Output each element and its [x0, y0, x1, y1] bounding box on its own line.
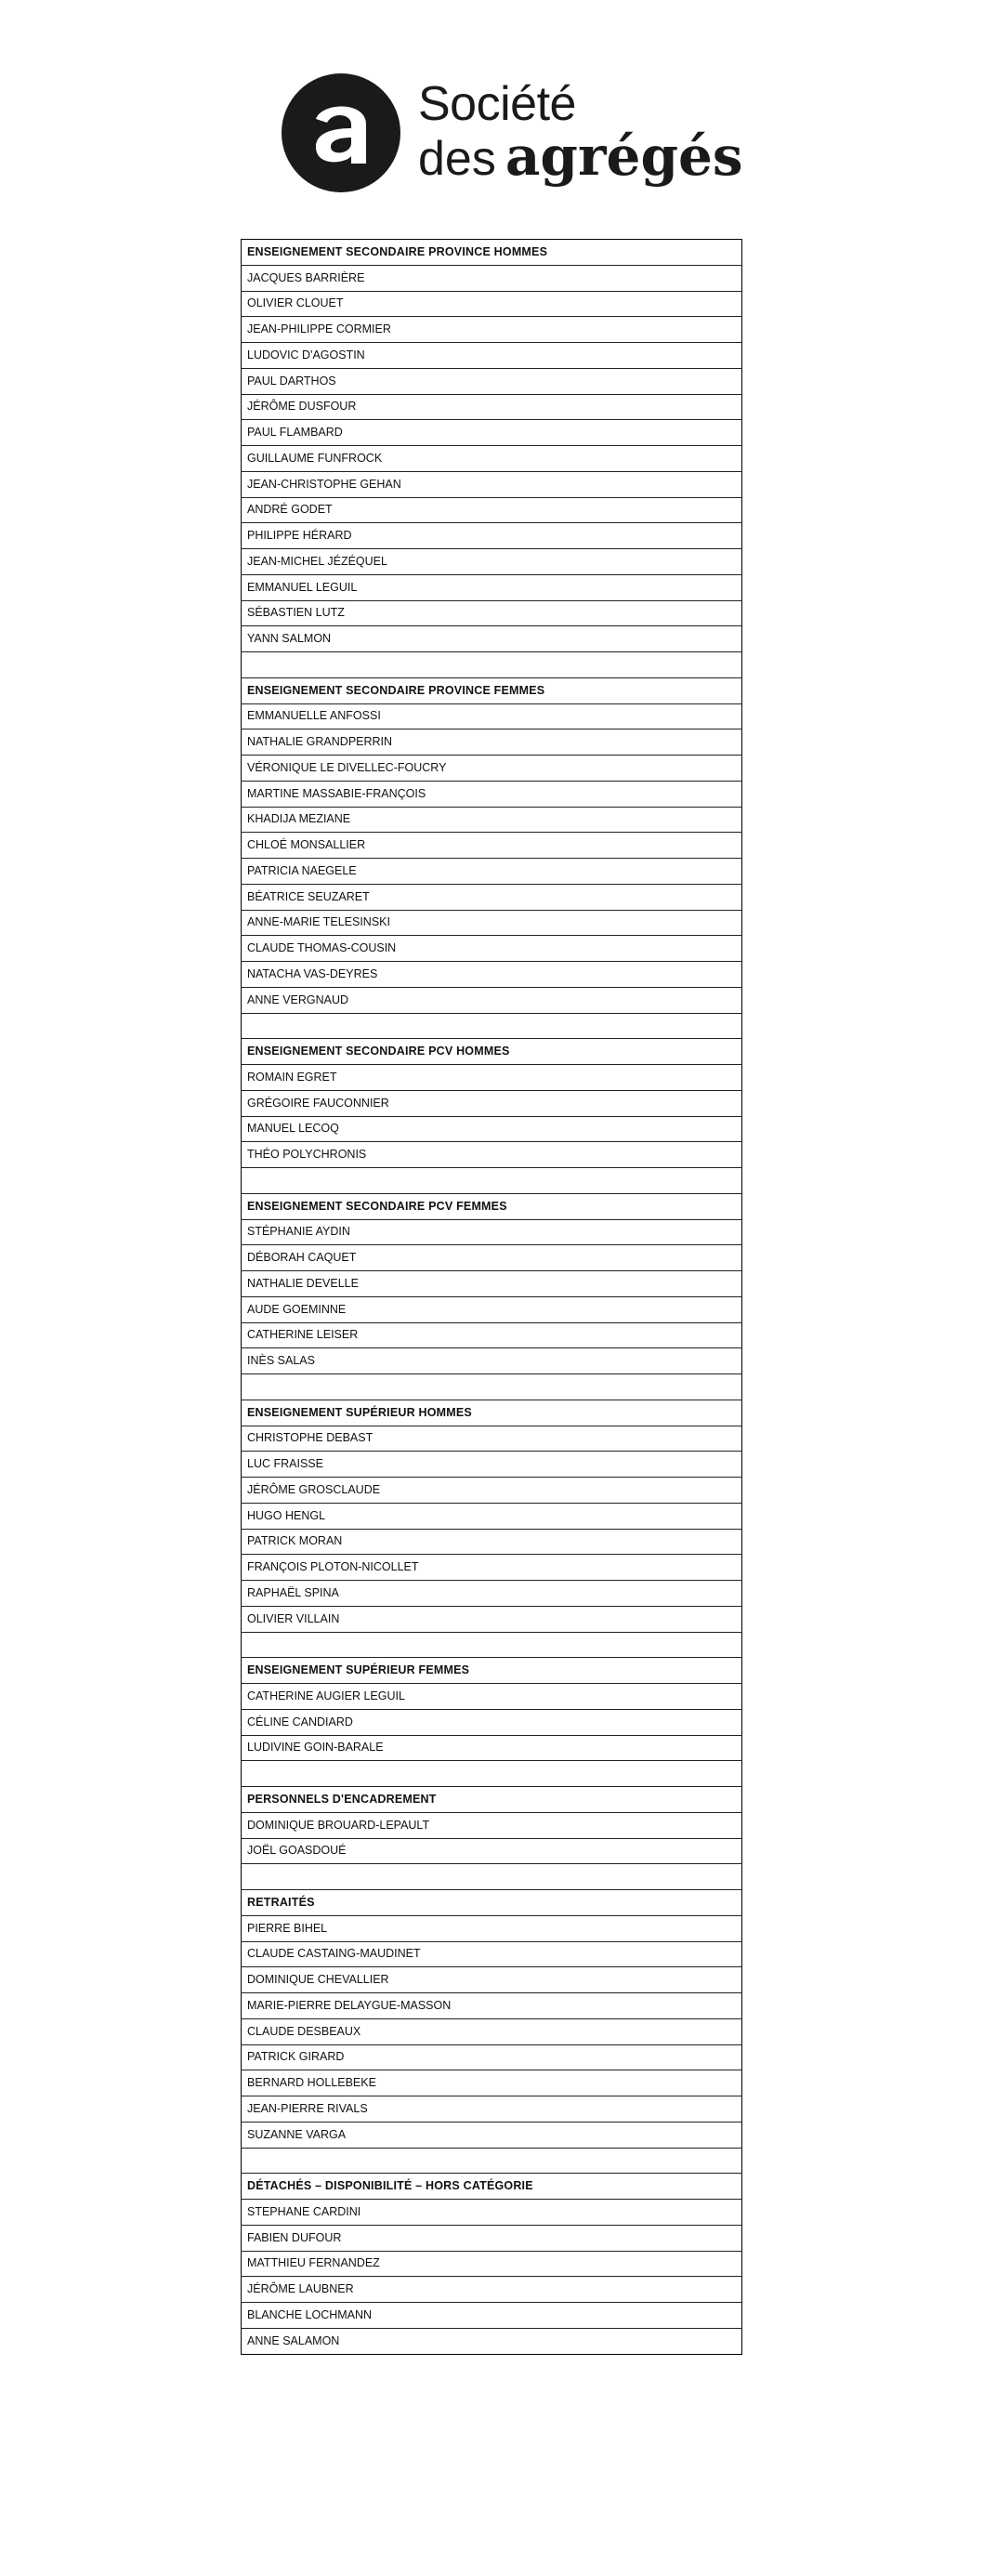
table-row [242, 2070, 742, 2096]
spacer-row [242, 1632, 742, 1658]
table-row [242, 317, 742, 343]
candidate-name: SUZANNE VARGA [242, 2122, 742, 2148]
table-row [242, 703, 742, 729]
table-row [242, 884, 742, 910]
candidate-name: CÉLINE CANDIARD [242, 1709, 742, 1735]
table-row [242, 2225, 742, 2251]
table-row [242, 987, 742, 1013]
candidate-name: EMMANUEL LEGUIL [242, 574, 742, 600]
section-heading: ENSEIGNEMENT SECONDAIRE PROVINCE HOMMES [242, 240, 742, 266]
table-row [242, 910, 742, 936]
section-heading: ENSEIGNEMENT SUPÉRIEUR HOMMES [242, 1400, 742, 1426]
table-row [242, 1090, 742, 1116]
table-row [242, 600, 742, 626]
candidate-name: MARIE-PIERRE DELAYGUE-MASSON [242, 1993, 742, 2019]
table-row [242, 1967, 742, 1993]
spacer-row [242, 2148, 742, 2174]
table-row [242, 1812, 742, 1838]
table-row [242, 2122, 742, 2148]
spacer-cell [242, 1864, 742, 1890]
table-row [242, 2018, 742, 2044]
table-row [242, 1709, 742, 1735]
section-heading: ENSEIGNEMENT SECONDAIRE PCV HOMMES [242, 1039, 742, 1065]
section-heading-row [242, 1890, 742, 1916]
table-row [242, 1993, 742, 2019]
section-heading-row [242, 2174, 742, 2200]
section-heading: DÉTACHÉS – DISPONIBILITÉ – HORS CATÉGORIE [242, 2174, 742, 2200]
candidate-name: CLAUDE CASTAING-MAUDINET [242, 1941, 742, 1967]
candidate-name: EMMANUELLE ANFOSSI [242, 703, 742, 729]
logo-mark-icon [279, 71, 403, 195]
candidate-name: CATHERINE AUGIER LEGUIL [242, 1684, 742, 1710]
table-row [242, 626, 742, 652]
logo-agreges: agrégés [505, 125, 743, 188]
section-heading-row [242, 240, 742, 266]
spacer-row [242, 1168, 742, 1194]
candidate-name: KHADIJA MEZIANE [242, 807, 742, 833]
candidate-name: STEPHANE CARDINI [242, 2200, 742, 2226]
candidate-name: THÉO POLYCHRONIS [242, 1142, 742, 1168]
logo-des: des [418, 132, 496, 186]
candidate-name: ANNE-MARIE TELESINSKI [242, 910, 742, 936]
table-row [242, 1555, 742, 1581]
table-row [242, 265, 742, 291]
table-row [242, 471, 742, 497]
spacer-row [242, 1013, 742, 1039]
table-row [242, 1296, 742, 1322]
table-row [242, 368, 742, 394]
table-row [242, 1915, 742, 1941]
section-heading: ENSEIGNEMENT SECONDAIRE PROVINCE FEMMES [242, 677, 742, 703]
table-row [242, 781, 742, 807]
candidate-name: PATRICIA NAEGELE [242, 859, 742, 885]
spacer-cell [242, 1761, 742, 1787]
candidate-name: JOËL GOASDOUÉ [242, 1838, 742, 1864]
section-heading: ENSEIGNEMENT SECONDAIRE PCV FEMMES [242, 1193, 742, 1219]
candidate-name: OLIVIER CLOUET [242, 291, 742, 317]
table-row [242, 1348, 742, 1374]
table-row [242, 2277, 742, 2303]
candidate-name: PATRICK MORAN [242, 1529, 742, 1555]
candidate-name: ANDRÉ GODET [242, 497, 742, 523]
candidate-name: HUGO HENGL [242, 1503, 742, 1529]
spacer-row [242, 1374, 742, 1400]
candidate-name: NATHALIE DEVELLE [242, 1271, 742, 1297]
table-row [242, 1116, 742, 1142]
table-row [242, 1503, 742, 1529]
spacer-row [242, 652, 742, 678]
candidate-name: MARTINE MASSABIE-FRANÇOIS [242, 781, 742, 807]
table-row [242, 807, 742, 833]
candidate-name: NATHALIE GRANDPERRIN [242, 729, 742, 756]
logo-line-2 [418, 126, 743, 189]
candidate-name: PIERRE BIHEL [242, 1915, 742, 1941]
table-row [242, 756, 742, 782]
section-heading-row [242, 1787, 742, 1813]
table-row [242, 1581, 742, 1607]
candidate-name: STÉPHANIE AYDIN [242, 1219, 742, 1245]
table-row [242, 1065, 742, 1091]
table-row [242, 2044, 742, 2070]
table-row [242, 291, 742, 317]
candidate-name: MANUEL LECOQ [242, 1116, 742, 1142]
candidate-name: JEAN-PIERRE RIVALS [242, 2096, 742, 2123]
section-heading: RETRAITÉS [242, 1890, 742, 1916]
table-row [242, 833, 742, 859]
table-row [242, 574, 742, 600]
section-heading-row [242, 1193, 742, 1219]
logo-line-1: Société [418, 77, 576, 131]
spacer-cell [242, 1013, 742, 1039]
candidate-name: OLIVIER VILLAIN [242, 1606, 742, 1632]
table-row [242, 549, 742, 575]
candidate-name: JEAN-CHRISTOPHE GEHAN [242, 471, 742, 497]
candidate-name: JÉRÔME GROSCLAUDE [242, 1478, 742, 1504]
table-row [242, 343, 742, 369]
table-row [242, 1271, 742, 1297]
candidate-name: CLAUDE THOMAS-COUSIN [242, 936, 742, 962]
table-row [242, 1606, 742, 1632]
candidate-name: MATTHIEU FERNANDEZ [242, 2251, 742, 2277]
table-row [242, 859, 742, 885]
candidate-name: CHLOÉ MONSALLIER [242, 833, 742, 859]
candidate-name: CLAUDE DESBEAUX [242, 2018, 742, 2044]
candidate-name: CATHERINE LEISER [242, 1322, 742, 1348]
candidate-name: CHRISTOPHE DEBAST [242, 1426, 742, 1452]
candidate-name: BÉATRICE SEUZARET [242, 884, 742, 910]
table-row [242, 446, 742, 472]
table-row [242, 1735, 742, 1761]
section-heading-row [242, 1400, 742, 1426]
candidate-name: PAUL DARTHOS [242, 368, 742, 394]
table-row [242, 2303, 742, 2329]
table-row [242, 1838, 742, 1864]
table-row [242, 962, 742, 988]
candidate-name: JACQUES BARRIÈRE [242, 265, 742, 291]
candidate-name: INÈS SALAS [242, 1348, 742, 1374]
societe-des-agreges-logo [279, 71, 743, 195]
candidate-name: JÉRÔME DUSFOUR [242, 394, 742, 420]
section-heading-row [242, 677, 742, 703]
spacer-cell [242, 1168, 742, 1194]
section-heading-row [242, 1039, 742, 1065]
candidate-name: JÉRÔME LAUBNER [242, 2277, 742, 2303]
table-row [242, 936, 742, 962]
table-row [242, 1219, 742, 1245]
candidate-name: RAPHAËL SPINA [242, 1581, 742, 1607]
candidate-name: FRANÇOIS PLOTON-NICOLLET [242, 1555, 742, 1581]
table-row [242, 420, 742, 446]
section-heading-row [242, 1658, 742, 1684]
section-heading: ENSEIGNEMENT SUPÉRIEUR FEMMES [242, 1658, 742, 1684]
candidate-name: LUDIVINE GOIN-BARALE [242, 1735, 742, 1761]
candidate-name: DOMINIQUE BROUARD-LEPAULT [242, 1812, 742, 1838]
candidate-name: FABIEN DUFOUR [242, 2225, 742, 2251]
table-row [242, 1529, 742, 1555]
spacer-cell [242, 1374, 742, 1400]
spacer-row [242, 1761, 742, 1787]
spacer-cell [242, 1632, 742, 1658]
table-row [242, 1245, 742, 1271]
candidate-name: JEAN-MICHEL JÉZÉQUEL [242, 549, 742, 575]
candidate-name: PAUL FLAMBARD [242, 420, 742, 446]
table-row [242, 2096, 742, 2123]
candidate-name: GRÉGOIRE FAUCONNIER [242, 1090, 742, 1116]
candidate-name: ANNE SALAMON [247, 2333, 340, 2347]
candidate-name: LUC FRAISSE [242, 1452, 742, 1478]
table-row [242, 1426, 742, 1452]
candidate-name: DOMINIQUE CHEVALLIER [242, 1967, 742, 1993]
candidate-name: PHILIPPE HÉRARD [242, 523, 742, 549]
candidate-name: BERNARD HOLLEBEKE [242, 2070, 742, 2096]
candidates-table-body [242, 240, 742, 2355]
spacer-cell [242, 652, 742, 678]
table-row [242, 394, 742, 420]
candidate-name: DÉBORAH CAQUET [242, 1245, 742, 1271]
table-row [242, 2200, 742, 2226]
candidate-name: YANN SALMON [242, 626, 742, 652]
table-row [242, 1452, 742, 1478]
table-row [242, 1684, 742, 1710]
table-row [242, 523, 742, 549]
spacer-row [242, 1864, 742, 1890]
table-row [242, 2328, 742, 2354]
candidate-name: NATACHA VAS-DEYRES [242, 962, 742, 988]
candidate-name: GUILLAUME FUNFROCK [242, 446, 742, 472]
table-row [242, 1478, 742, 1504]
table-row [242, 729, 742, 756]
candidates-table [241, 239, 742, 2355]
candidate-name: PATRICK GIRARD [242, 2044, 742, 2070]
section-heading: PERSONNELS D'ENCADREMENT [242, 1787, 742, 1813]
candidate-name: AUDE GOEMINNE [242, 1296, 742, 1322]
spacer-cell [242, 2148, 742, 2174]
candidate-name: VÉRONIQUE LE DIVELLEC-FOUCRY [242, 756, 742, 782]
table-row [242, 2251, 742, 2277]
candidate-name: SÉBASTIEN LUTZ [242, 600, 742, 626]
candidate-name: LUDOVIC D'AGOSTIN [242, 343, 742, 369]
table-row [242, 1322, 742, 1348]
table-row [242, 497, 742, 523]
table-row [242, 1941, 742, 1967]
candidate-name: ANNE VERGNAUD [242, 987, 742, 1013]
candidate-name: JEAN-PHILIPPE CORMIER [242, 317, 742, 343]
candidate-name: BLANCHE LOCHMANN [242, 2303, 742, 2329]
table-row [242, 1142, 742, 1168]
candidate-name: ROMAIN EGRET [242, 1065, 742, 1091]
